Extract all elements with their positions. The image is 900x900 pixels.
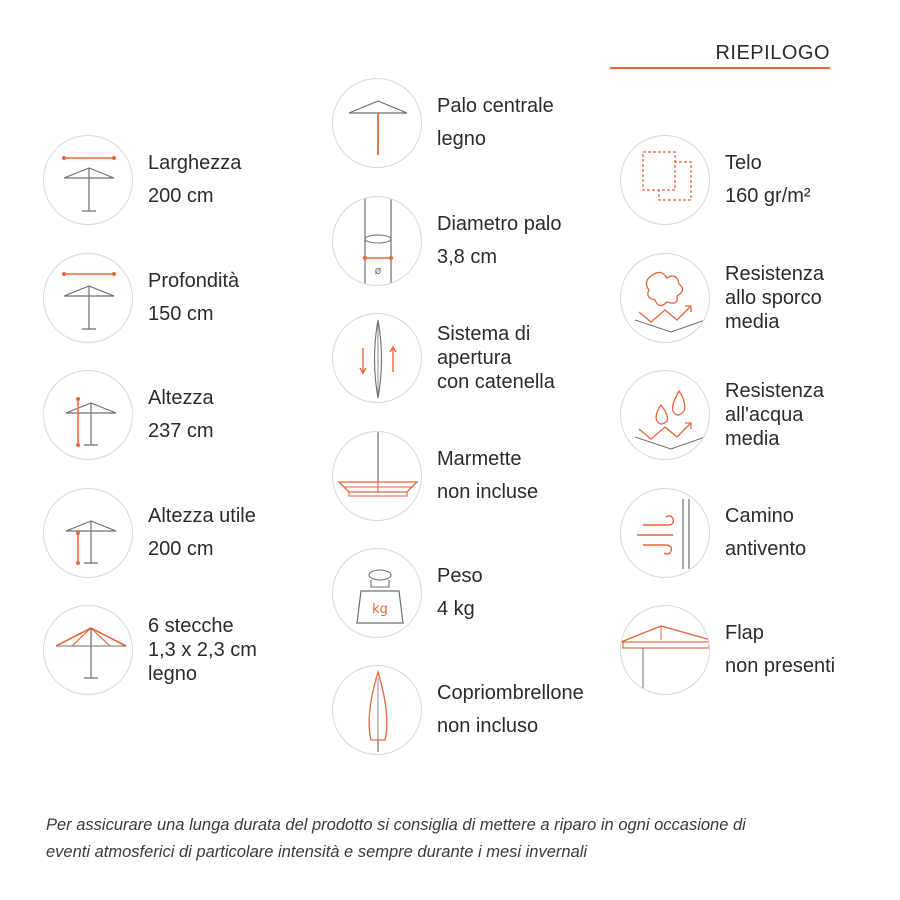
spec-value: con catenella xyxy=(437,371,555,393)
pole-diameter-icon xyxy=(332,196,422,286)
spec-label: Larghezza xyxy=(148,152,242,174)
spec-value: 237 cm xyxy=(148,420,214,442)
spec-label: Peso xyxy=(437,565,483,587)
spec-label: Marmette xyxy=(437,448,522,470)
spec-value: antivento xyxy=(725,538,807,560)
care-note xyxy=(46,812,856,866)
spec-width xyxy=(43,135,343,229)
umbrella-depth-icon xyxy=(43,253,133,343)
spec-opening-system-text xyxy=(437,313,637,403)
spec-ribs xyxy=(43,605,343,699)
spec-water-resistance-text xyxy=(725,370,900,460)
weight-icon xyxy=(332,548,422,638)
water-resistance-icon xyxy=(620,370,710,460)
umbrella-usable-height-icon xyxy=(43,488,133,578)
umbrella-width-icon xyxy=(43,135,133,225)
spec-umbrella-cover xyxy=(332,665,632,759)
summary-title: RIEPILOGO xyxy=(715,42,830,64)
opening-system-icon xyxy=(332,313,422,403)
spec-ribs-text xyxy=(148,605,348,695)
umbrella-height-icon xyxy=(43,370,133,460)
weight-kg-label: kg xyxy=(372,602,388,617)
care-note-line: eventi atmosferici di particolare intensità e sempre durante i mesi invernali xyxy=(46,843,588,861)
spec-value: non incluso xyxy=(437,715,539,737)
spec-value: 3,8 cm xyxy=(437,246,498,268)
spec-label: Altezza utile xyxy=(148,505,256,527)
dirt-resistance-icon xyxy=(620,253,710,343)
spec-label: Copriombrellone xyxy=(437,682,584,704)
spec-value: 160 gr/m² xyxy=(725,185,811,207)
fabric-icon xyxy=(620,135,710,225)
center-pole-icon xyxy=(332,78,422,168)
spec-width-text xyxy=(148,135,348,225)
spec-value: non presenti xyxy=(725,655,836,677)
wind-vent-icon xyxy=(620,488,710,578)
spec-label: Sistema di xyxy=(437,323,531,345)
spec-center-pole-text xyxy=(437,78,637,168)
spec-umbrella-cover-text xyxy=(437,665,637,755)
spec-dirt-resistance xyxy=(620,253,900,347)
summary-underline xyxy=(610,67,830,69)
spec-value: media xyxy=(725,428,780,450)
spec-label: Resistenza xyxy=(725,380,824,402)
diameter-symbol: ø xyxy=(374,264,382,277)
spec-usable-height xyxy=(43,488,343,582)
spec-dirt-resistance-text xyxy=(725,253,900,343)
spec-opening-system xyxy=(332,313,632,407)
spec-flap-text xyxy=(725,605,900,695)
spec-label: Camino xyxy=(725,505,794,527)
spec-label: Telo xyxy=(725,152,762,174)
spec-value: non incluse xyxy=(437,481,539,503)
spec-label: all'acqua xyxy=(725,404,804,426)
spec-value: 200 cm xyxy=(148,185,214,207)
spec-height xyxy=(43,370,343,464)
spec-value: 200 cm xyxy=(148,538,214,560)
spec-label: Altezza xyxy=(148,387,214,409)
spec-label: apertura xyxy=(437,347,512,369)
spec-pole-diameter-text xyxy=(437,196,637,286)
flap-icon xyxy=(620,605,710,695)
spec-base-tiles xyxy=(332,431,632,525)
spec-label: allo sporco xyxy=(725,287,822,309)
umbrella-cover-icon xyxy=(332,665,422,755)
spec-flap xyxy=(620,605,900,699)
spec-wind-vent-text xyxy=(725,488,900,578)
spec-depth-text xyxy=(148,253,348,343)
spec-label: Palo centrale xyxy=(437,95,554,117)
spec-value: legno xyxy=(148,663,197,685)
spec-value: 150 cm xyxy=(148,303,214,325)
care-note-line: Per assicurare una lunga durata del prodotto si consiglia di mettere a riparo in ogni occasione di xyxy=(46,816,746,834)
spec-label: Flap xyxy=(725,622,764,644)
spec-wind-vent xyxy=(620,488,900,582)
spec-center-pole xyxy=(332,78,632,172)
spec-label: Resistenza xyxy=(725,263,824,285)
spec-fabric-text xyxy=(725,135,900,225)
spec-weight xyxy=(332,548,632,642)
umbrella-ribs-icon xyxy=(43,605,133,695)
spec-height-text xyxy=(148,370,348,460)
spec-fabric xyxy=(620,135,900,229)
spec-value: legno xyxy=(437,128,486,150)
spec-usable-height-text xyxy=(148,488,348,578)
spec-label: Profondità xyxy=(148,270,240,292)
spec-label: Diametro palo xyxy=(437,213,562,235)
base-tiles-icon xyxy=(332,431,422,521)
spec-pole-diameter xyxy=(332,196,632,290)
summary-header xyxy=(610,38,830,68)
spec-water-resistance xyxy=(620,370,900,464)
spec-value: 1,3 x 2,3 cm xyxy=(148,639,257,661)
spec-label: 6 stecche xyxy=(148,615,234,637)
spec-depth xyxy=(43,253,343,347)
spec-weight-text xyxy=(437,548,637,638)
spec-value: media xyxy=(725,311,780,333)
spec-base-tiles-text xyxy=(437,431,637,521)
spec-value: 4 kg xyxy=(437,598,475,620)
